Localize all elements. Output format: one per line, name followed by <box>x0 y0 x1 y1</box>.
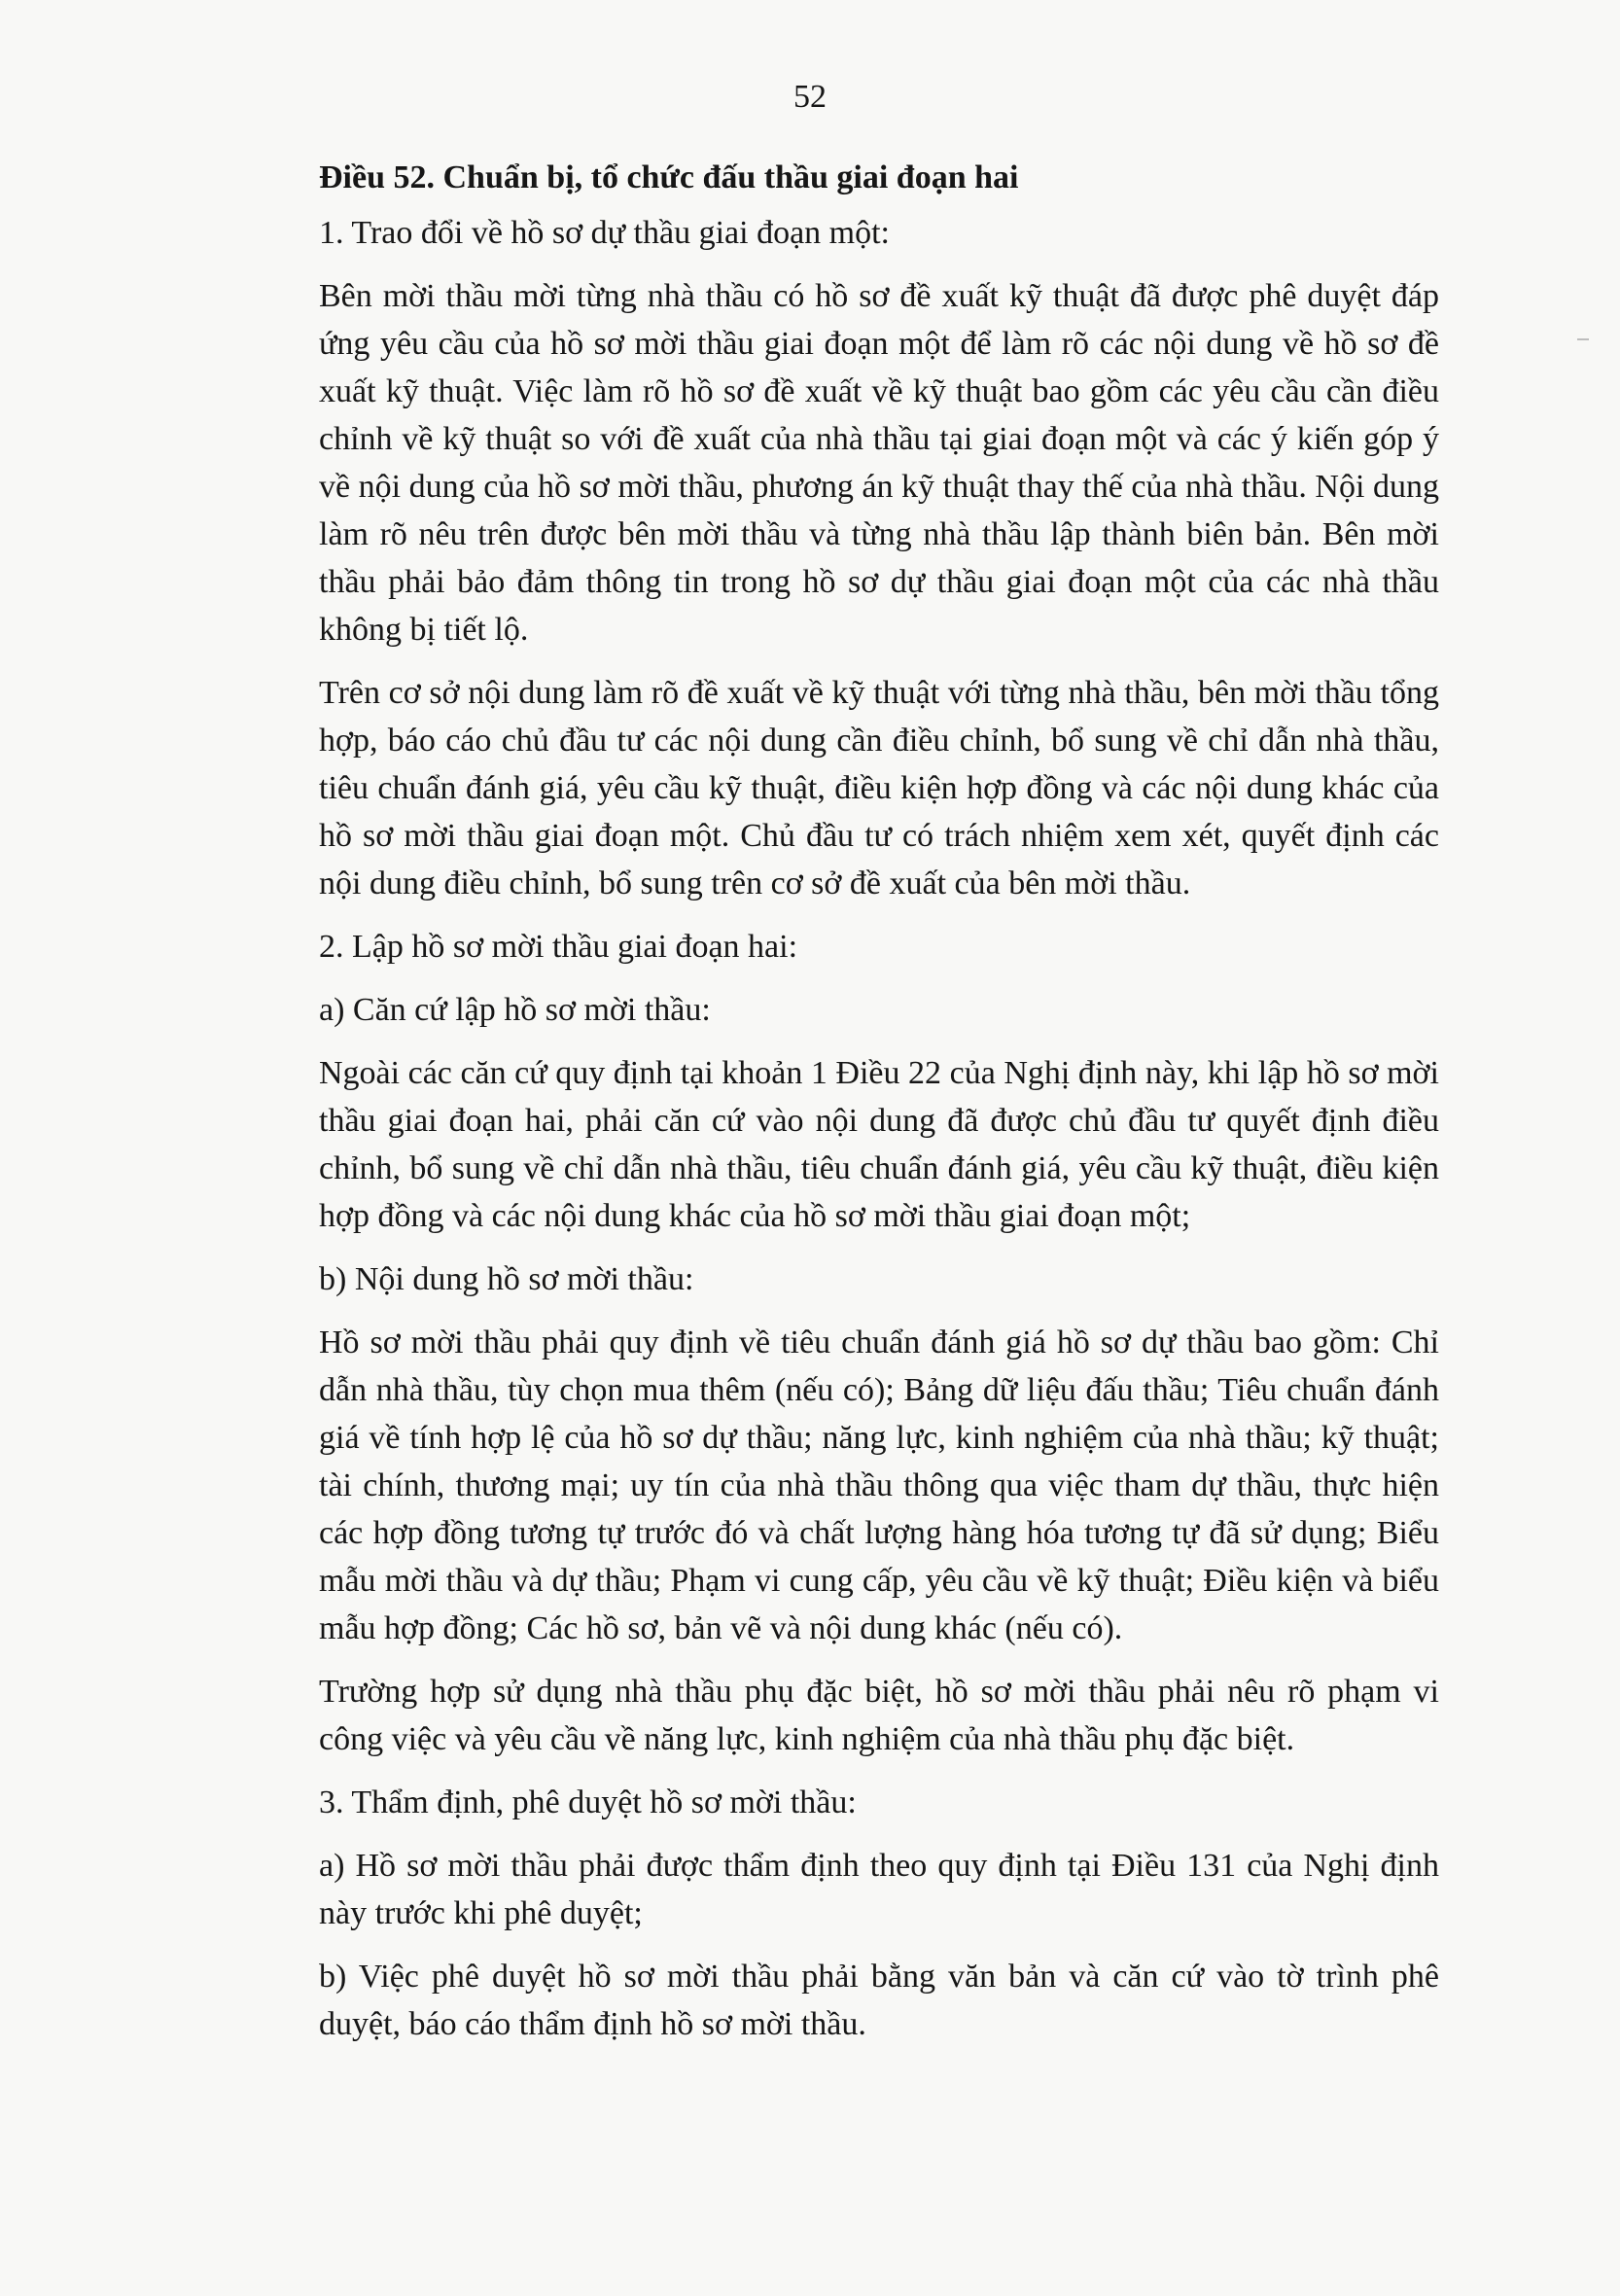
document-body <box>319 154 1439 2064</box>
paragraph: b) Việc phê duyệt hồ sơ mời thầu phải bằng văn bản và căn cứ vào tờ trình phê duyệt, báo cáo thẩm định hồ sơ mời thầu. <box>319 1959 1439 2042</box>
section-item: b) Nội dung hồ sơ mời thầu: <box>319 1261 694 1297</box>
section-item: 1. Trao đổi về hồ sơ dự thầu giai đoạn một: <box>319 215 890 251</box>
section-item: 2. Lập hồ sơ mời thầu giai đoạn hai: <box>319 929 798 965</box>
paragraph: Trên cơ sở nội dung làm rõ đề xuất về kỹ thuật với từng nhà thầu, bên mời thầu tổng hợp, báo cáo chủ đầu tư các nội dung cần điều chỉnh, bổ sung về chỉ dẫn nhà thầu, tiêu chuẩn đánh giá, yêu cầu kỹ thuật, điều kiện hợp đồng và các nội dung khác của hồ sơ mời thầu giai đoạn một. Chủ đầu tư có trách nhiệm xem xét, quyết định các nội dung điều chỉnh, bổ sung trên cơ sở đề xuất của bên mời thầu. <box>319 675 1439 901</box>
paragraph: Hồ sơ mời thầu phải quy định về tiêu chuẩn đánh giá hồ sơ dự thầu bao gồm: Chỉ dẫn nhà thầu, tùy chọn mua thêm (nếu có); Bảng dữ liệu đấu thầu; Tiêu chuẩn đánh giá về tính hợp lệ của hồ sơ dự thầu; năng lực, kinh nghiệm của nhà thầu; kỹ thuật; tài chính, thương mại; uy tín của nhà thầu thông qua việc tham dự thầu, thực hiện các hợp đồng tương tự trước đó và chất lượng hàng hóa tương tự đã sử dụng; Biểu mẫu mời thầu và dự thầu; Phạm vi cung cấp, yêu cầu về kỹ thuật; Điều kiện và biểu mẫu hợp đồng; Các hồ sơ, bản vẽ và nội dung khác (nếu có). <box>319 1325 1439 1646</box>
scan-mark <box>1577 338 1589 340</box>
section-item: a) Căn cứ lập hồ sơ mời thầu: <box>319 992 711 1028</box>
section-item: 3. Thẩm định, phê duyệt hồ sơ mời thầu: <box>319 1784 857 1820</box>
paragraph-list <box>319 209 1439 2048</box>
page-number: 52 <box>793 79 827 115</box>
paragraph: Ngoài các căn cứ quy định tại khoản 1 Điều 22 của Nghị định này, khi lập hồ sơ mời thầu giai đoạn hai, phải căn cứ vào nội dung đã được chủ đầu tư quyết định điều chỉnh, bổ sung về chỉ dẫn nhà thầu, tiêu chuẩn đánh giá, yêu cầu kỹ thuật, điều kiện hợp đồng và các nội dung khác của hồ sơ mời thầu giai đoạn một; <box>319 1055 1439 1234</box>
paragraph: Trường hợp sử dụng nhà thầu phụ đặc biệt, hồ sơ mời thầu phải nêu rõ phạm vi công việc và yêu cầu về năng lực, kinh nghiệm của nhà thầu phụ đặc biệt. <box>319 1674 1439 1757</box>
article-title: Điều 52. Chuẩn bị, tổ chức đấu thầu giai đoạn hai <box>319 159 1019 195</box>
paragraph: Bên mời thầu mời từng nhà thầu có hồ sơ đề xuất kỹ thuật đã được phê duyệt đáp ứng yêu cầu của hồ sơ mời thầu giai đoạn một để làm rõ các nội dung về hồ sơ đề xuất kỹ thuật. Việc làm rõ hồ sơ đề xuất về kỹ thuật bao gồm các yêu cầu cần điều chỉnh về kỹ thuật so với đề xuất của nhà thầu tại giai đoạn một và các ý kiến góp ý về nội dung của hồ sơ mời thầu, phương án kỹ thuật thay thế của nhà thầu. Nội dung làm rõ nêu trên được bên mời thầu và từng nhà thầu lập thành biên bản. Bên mời thầu phải bảo đảm thông tin trong hồ sơ dự thầu giai đoạn một của các nhà thầu không bị tiết lộ. <box>319 278 1439 648</box>
paragraph: a) Hồ sơ mời thầu phải được thẩm định theo quy định tại Điều 131 của Nghị định này trước khi phê duyệt; <box>319 1848 1439 1931</box>
